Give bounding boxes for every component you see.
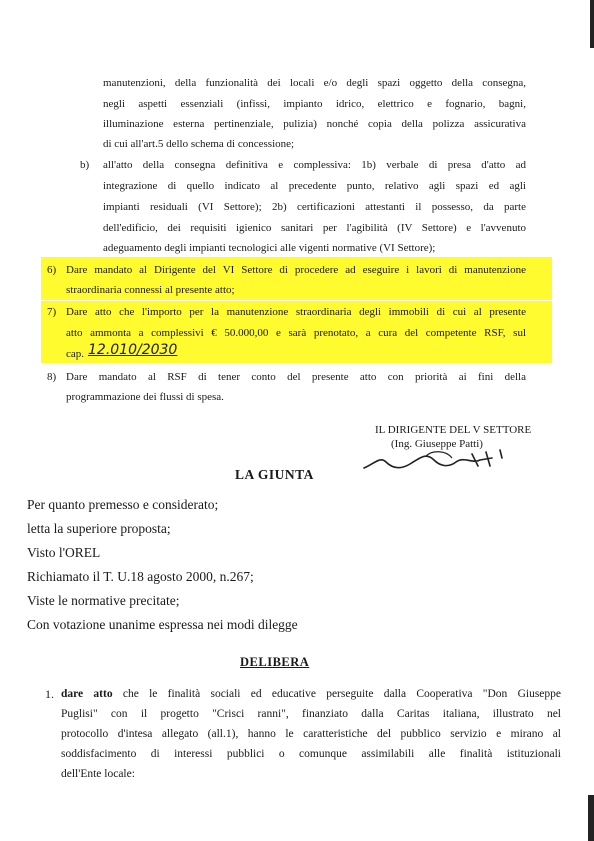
- list-marker: 6): [47, 264, 57, 276]
- paragraph-line: programmazione dei flussi di spesa.: [66, 391, 224, 403]
- delibera-line: soddisfacimento di interessi pubblici o comunque assimilabili alle finalità istituzionali: [61, 748, 561, 760]
- delibera-line: dell'Ente locale:: [61, 768, 135, 780]
- giunta-line: Con votazione unanime espressa nei modi dilegge: [27, 617, 298, 632]
- paragraph-line: straordinaria connessi al presente atto;: [66, 284, 235, 296]
- paragraph-line: Dare mandato al Dirigente del VI Settore di procedere ad eseguire i lavori di manutenzione: [66, 264, 526, 276]
- list-marker: 7): [47, 306, 57, 318]
- giunta-line: letta la superiore proposta;: [27, 521, 171, 536]
- handwritten-cap-number: 12.010/2030: [88, 342, 178, 358]
- paragraph-line: di cui all'art.5 dello schema di concessione;: [103, 138, 295, 150]
- paragraph-line: Dare mandato al RSF di tener conto del presente atto con priorità ai fini della: [66, 371, 526, 383]
- giunta-heading: LA GIUNTA: [235, 467, 314, 482]
- paragraph-line: dell'edificio, dei requisiti igienico sanitari per l'agibilità (IV Settore) e l'avvenuto: [103, 222, 526, 234]
- delibera-bold-lead: dare atto: [61, 688, 113, 700]
- handwritten-signature: [360, 446, 520, 476]
- list-marker: b): [80, 159, 90, 171]
- paragraph-line: manutenzioni, della funzionalità dei locali e/o degli spazi oggetto della consegna,: [103, 77, 526, 89]
- paragraph-line: impianti residuali (VI Settore); 2b) certificazioni attestanti il possesso, da parte: [103, 201, 526, 213]
- delibera-line: [61, 687, 561, 701]
- list-marker: 8): [47, 371, 57, 383]
- scan-edge-mark: [590, 0, 594, 48]
- signatory-title: IL DIRIGENTE DEL V SETTORE: [375, 424, 532, 436]
- paragraph-line: cap.: [66, 348, 85, 360]
- signatory-name: (Ing. Giuseppe Patti): [391, 438, 483, 450]
- giunta-line: Per quanto premesso e considerato;: [27, 497, 219, 512]
- paragraph-line: atto ammonta a complessivi € 50.000,00 e sarà prenotato, a cura del competente RSF, sul: [66, 327, 526, 339]
- giunta-line: Richiamato il T. U.18 agosto 2000, n.267;: [27, 569, 254, 584]
- paragraph-line: Dare atto che l'importo per la manutenzione straordinaria degli immobili di cui al presente: [66, 306, 526, 318]
- scan-edge-mark: [588, 795, 594, 841]
- giunta-line: Viste le normative precitate;: [27, 593, 180, 608]
- delibera-first-line: che le finalità sociali ed educative perseguite dalla Cooperativa "Don Giuseppe: [112, 688, 561, 700]
- paragraph-line: all'atto della consegna definitiva e complessiva: 1b) verbale di presa d'atto ad: [103, 159, 526, 171]
- paragraph-line: negli aspetti essenziali (infissi, impianto idrico, elettrico e fognario, bagni,: [103, 98, 526, 110]
- delibera-line: protocollo d'intesa allegato (all.1), hanno le caratteristiche del pubblico servizio e mirano al: [61, 728, 561, 740]
- delibera-line: Puglisi" con il progetto "Crisci ranni", finanziato dalla Caritas italiana, illustrato nel: [61, 708, 561, 720]
- paragraph-line: illuminazione esterna pertinenziale, pulizia) nonché copia della polizza assicurativa: [103, 118, 526, 130]
- paragraph-line: adeguamento degli impianti tecnologici alle vigenti normative (VI Settore);: [103, 242, 436, 254]
- delibera-heading: DELIBERA: [240, 655, 310, 669]
- paragraph-line: integrazione di quello indicato al precedente punto, relativo agli spazi ed agli: [103, 180, 526, 192]
- list-marker: 1.: [45, 687, 54, 701]
- giunta-line: Visto l'OREL: [27, 545, 101, 560]
